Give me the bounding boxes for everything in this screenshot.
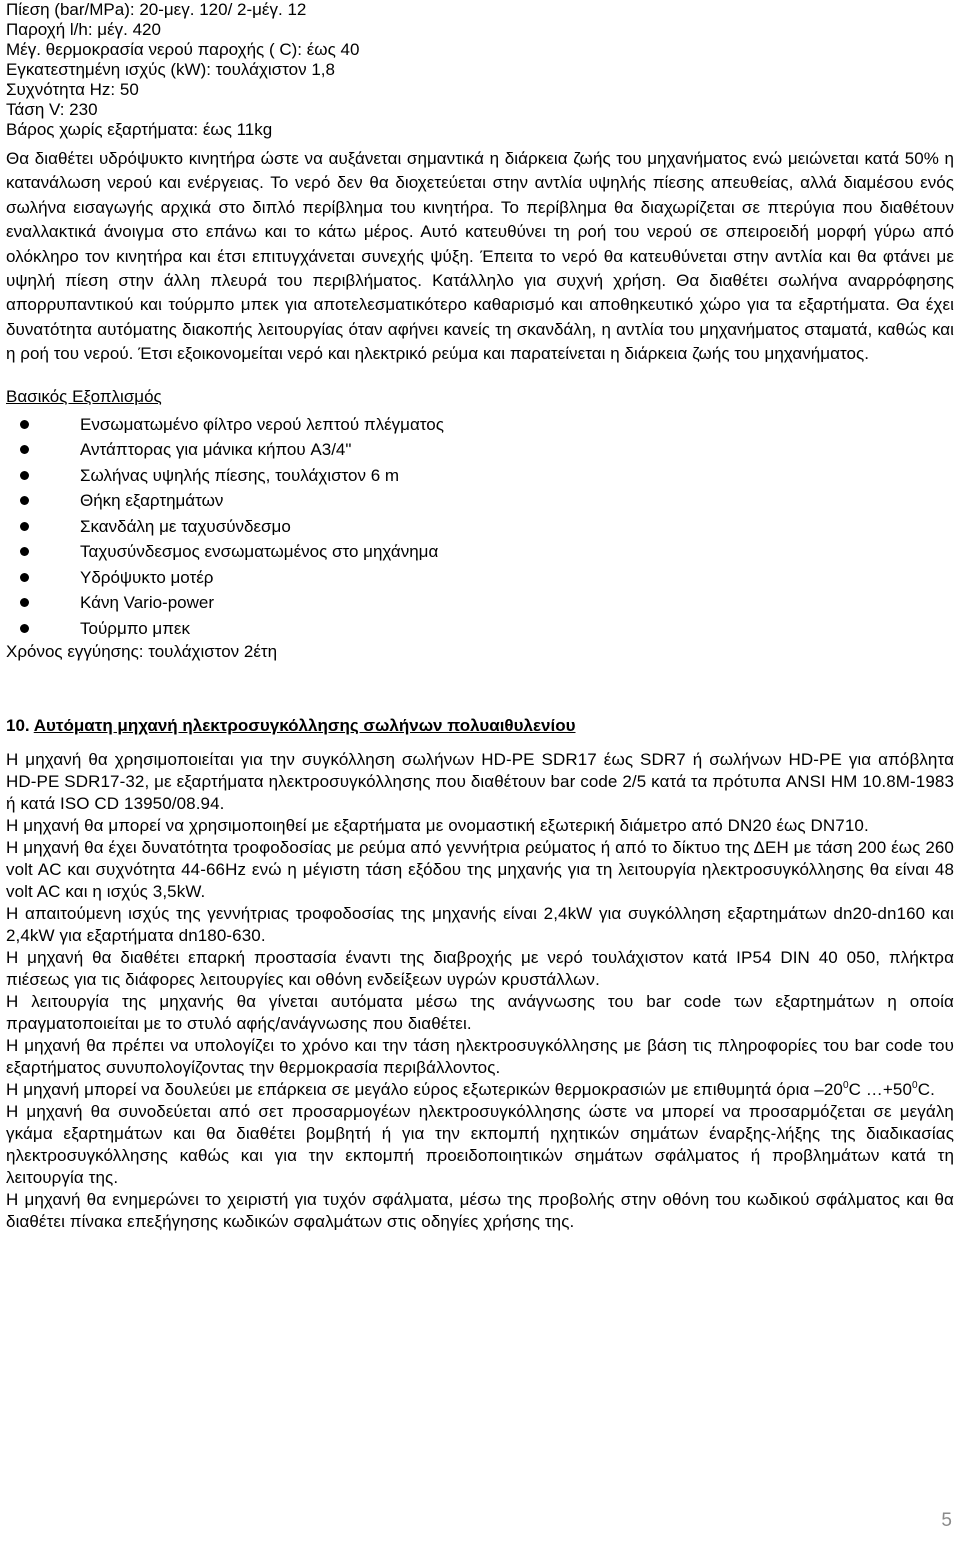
- body-paragraph-text: Η μηχανή μπορεί να δουλεύει με επάρκεια σε μεγάλο εύρος εξωτερικών θερμοκρασιών με επιθυμητά όρια: [6, 1080, 810, 1100]
- list-item-text: Θήκη εξαρτημάτων: [80, 491, 224, 511]
- spec-list: [6, 0, 954, 140]
- body-paragraph: Η μηχανή θα έχει δυνατότητα τροφοδοσίας με ρεύμα από γεννήτρια ρεύματος ή από το δίκτυο της ΔΕΗ με τάση 200 έως 260 volt AC και συχνότητα 44-66Hz ενώ η μέγιστη τάση εξόδου της μηχανής για τη λειτουργία ηλεκτροσυγκόλλησης θα είναι 48 volt AC και η ισχύς 3,5kW.: [6, 838, 954, 902]
- bullet-icon: [20, 471, 29, 480]
- spec-line: Εγκατεστημένη ισχύς (kW): τουλάχιστον 1,8: [6, 60, 335, 79]
- list-item-text: Ταχυσύνδεσμος ενσωματωμένος στο μηχάνημα: [80, 542, 439, 562]
- list-item-text: Κάνη Vario-power: [80, 593, 215, 613]
- spec-line: Πίεση (bar/MPa): 20-μεγ. 120/ 2-μέγ. 12: [6, 0, 307, 19]
- body-paragraph: Η μηχανή θα μπορεί να χρησιμοποιηθεί με εξαρτήματα με ονομαστική εξωτερική διάμετρο από DN20 έως DN710.: [6, 816, 869, 836]
- page-number: 5: [941, 1510, 952, 1531]
- section-body: [6, 749, 954, 1233]
- document-page: [6, 0, 954, 1233]
- temp-to-unit: C.: [917, 1080, 935, 1100]
- section-number: 10.: [6, 716, 30, 736]
- equipment-heading: Βασικός Εξοπλισμός: [6, 386, 162, 406]
- bullet-icon: [20, 547, 29, 556]
- list-item: [6, 539, 954, 565]
- bullet-icon: [20, 496, 29, 505]
- list-item-text: Ενσωματωμένο φίλτρο νερού λεπτού πλέγματος: [80, 414, 444, 434]
- body-paragraph-temperature: [6, 1079, 954, 1101]
- temp-to-sup: 0: [912, 1079, 918, 1091]
- body-paragraph: Η μηχανή θα συνοδεύεται από σετ προσαρμογέων ηλεκτροσυγκόλλησης ώστε να μπορεί να προσαρμόζεται σε μεγάλη γκάμα εξαρτημάτων και θα διαθέτει βομβητή ή για την εκπομπή ηχητικών σημάτων έναρξης-λήξης της διαδικασίας ηλεκτροσυγκόλλησης καθώς και για την εκπομπή προειδοποιητικών σημάτων σφάλματος ή προβλημάτων κατά τη λειτουργία της.: [6, 1102, 954, 1188]
- section-heading: [6, 715, 954, 737]
- list-item-text: Αντάπτορας για μάνικα κήπου A3/4": [80, 440, 352, 460]
- warranty-line: Χρόνος εγγύησης: τουλάχιστον 2έτη: [6, 642, 278, 662]
- bullet-icon: [20, 573, 29, 582]
- body-paragraph: Η λειτουργία της μηχανής θα γίνεται αυτόματα μέσω της ανάγνωσης του bar code των εξαρτημάτων η οποία πραγματοποιείται με το στυλό αφής/ανάγνωσης που διαθέτει.: [6, 992, 954, 1034]
- spec-line: Τάση V: 230: [6, 100, 98, 119]
- body-paragraph: Η μηχανή θα χρησιμοποιείται για την συγκόλληση σωλήνων HD-PE SDR17 έως SDR7 ή σωλήνων HD-PE για απόβλητα HD-PE SDR17-32, με εξαρτήματα ηλεκτροσυγκόλλησης που διαθέτουν bar code 2/5 κατά τα πρότυπα ANSI HM 10.8M-1983 ή κατά ISO CD 13950/08.94.: [6, 750, 954, 814]
- spec-line: Βάρος χωρίς εξαρτήματα: έως 11kg: [6, 120, 273, 139]
- spec-line: Συχνότητα Hz: 50: [6, 80, 139, 99]
- list-item-text: Σωλήνας υψηλής πίεσης, τουλάχιστον 6 m: [80, 465, 400, 485]
- list-item-text: Υδρόψυκτο μοτέρ: [80, 567, 214, 587]
- equipment-list: [6, 412, 954, 642]
- bullet-icon: [20, 598, 29, 607]
- body-paragraph: Η μηχανή θα διαθέτει επαρκή προστασία έναντι της διαβροχής με νερό τουλάχιστον κατά IP54 DIN 40 050, πλήκτρα πιέσεως για τις διάφορες λειτουργίες και οθόνη ενδείξεων υγρών κρυστάλλων.: [6, 948, 954, 990]
- bullet-icon: [20, 624, 29, 633]
- body-paragraph: Η απαιτούμενη ισχύς της γεννήτριας τροφοδοσίας της μηχανής είναι 2,4kW για συγκόλληση εξαρτημάτων dn20-dn160 και 2,4kW για εξαρτήματα dn180-630.: [6, 904, 954, 946]
- bullet-icon: [20, 522, 29, 531]
- temp-from-unit: C …+50: [848, 1080, 913, 1100]
- list-item: [6, 590, 954, 616]
- bullet-icon: [20, 420, 29, 429]
- list-item: [6, 463, 954, 489]
- body-paragraph: Η μηχανή θα ενημερώνει το χειριστή για τυχόν σφάλματα, μέσω της προβολής στην οθόνη του κωδικού σφάλματος και θα διαθέτει πίνακα επεξήγησης κωδικών σφαλμάτων στις οδηγίες χρήσης της.: [6, 1190, 954, 1232]
- list-item: [6, 616, 954, 642]
- spec-line: Μέγ. θερμοκρασία νερού παροχής ( C): έως 40: [6, 40, 360, 59]
- list-item: [6, 565, 954, 591]
- temp-from-sup: 0: [842, 1079, 849, 1091]
- list-item: [6, 488, 954, 514]
- list-item: [6, 437, 954, 463]
- body-paragraph: Η μηχανή θα πρέπει να υπολογίζει το χρόνο και την τάση ηλεκτροσυγκόλλησης με βάση τις πληροφορίες του bar code του εξαρτήματος συνυπολογίζοντας την θερμοκρασία περιβάλλοντος.: [6, 1036, 954, 1078]
- list-item: [6, 412, 954, 438]
- list-item-text: Σκανδάλη με ταχυσύνδεσμο: [80, 516, 291, 536]
- description-paragraph: Θα διαθέτει υδρόψυκτο κινητήρα ώστε να αυξάνεται σημαντικά η διάρκεια ζωής του μηχανήματος ενώ μειώνεται κατά 50% η κατανάλωση νερού και ενέργειας. Το νερό δεν θα διοχετεύεται στην αντλία υψηλής πίεσης απευθείας, αλλά διαμέσου ενός σωλήνα εισαγωγής αρχικά στο διπλό περίβλημα του κινητήρα. Το περίβλημα θα διαχωρίζεται σε πτερύγια που διαθέτουν εναλλακτικά άνοιγμα στο επάνω και το κάτω μέρος. Αυτό κατευθύνει τη ροή του νερού σε σπειροειδή μορφή γύρω από ολόκληρο τον κινητήρα και έτσι επιτυγχάνεται συνεχής ψύξη. Έπειτα το νερό θα κατευθύνεται στην αντλία και θα φτάνει με υψηλή πίεση στην άλλη πλευρά του περιβλήματος. Κατάλληλο για συχνή χρήση. Θα διαθέτει σωλήνα αναρρόφησης απορρυπαντικού και τούρμπο μπεκ για αποτελεσματικότερο καθαρισμό και αποθηκευτικό χώρο για τα εξαρτήματα. Θα έχει δυνατότητα αυτόματης διακοπής λειτουργίας όταν αφήνει κανείς τη σκανδάλη, η αντλία του μηχανήματος σταματά, καθώς και η ροή του νερού. Έτσι εξοικονομείται νερό και ηλεκτρικό ρεύμα και παρατείνεται η διάρκεια ζωής του μηχανήματος.: [6, 149, 954, 364]
- bullet-icon: [20, 445, 29, 454]
- section-title: Αυτόματη μηχανή ηλεκτροσυγκόλλησης σωλήνων πολυαιθυλενίου: [33, 716, 576, 736]
- temp-from: –20: [814, 1080, 843, 1100]
- list-item: [6, 514, 954, 540]
- list-item-text: Τούρμπο μπεκ: [80, 618, 191, 638]
- spec-line: Παροχή l/h: μέγ. 420: [6, 20, 161, 39]
